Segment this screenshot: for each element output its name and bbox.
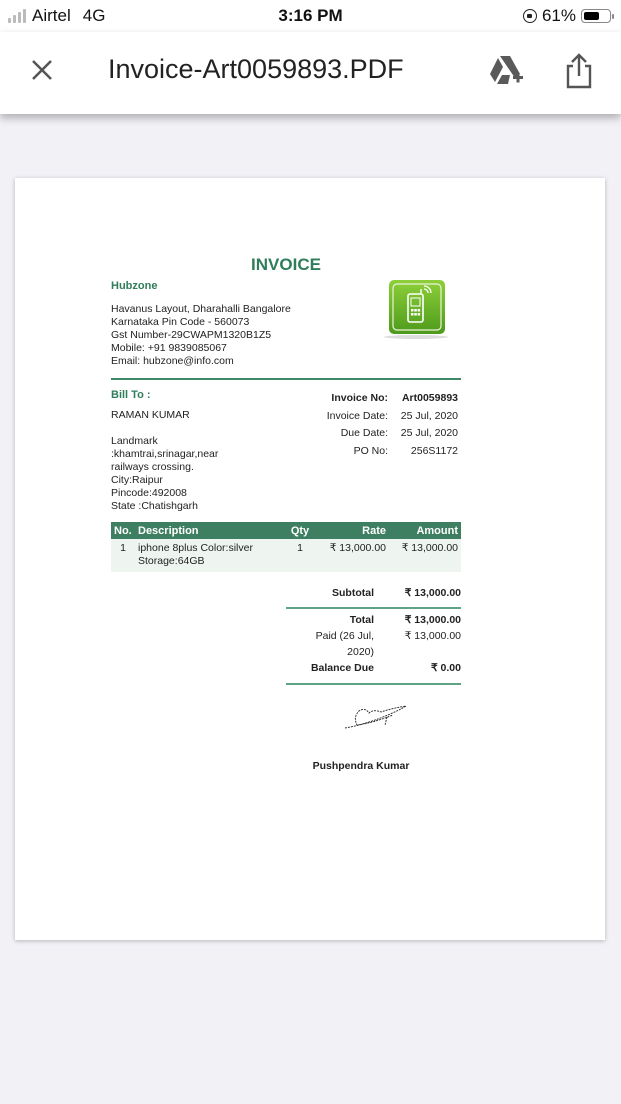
col-qty: Qty — [283, 522, 317, 539]
customer-address-line: :khamtrai,srinagar,near — [111, 448, 219, 460]
po-number: 256S1172 — [410, 444, 458, 457]
customer-address-line: railways crossing. — [111, 461, 194, 473]
total-value: ₹ 13,000.00 — [404, 614, 461, 626]
subtotal-divider — [286, 607, 461, 609]
paid-row — [286, 628, 461, 660]
item-qty: 1 — [283, 539, 317, 572]
company-mobile: Mobile: +91 9839085067 — [111, 342, 227, 354]
company-address — [111, 303, 291, 368]
totals-divider — [286, 683, 461, 685]
network-type: 4G — [82, 6, 106, 25]
item-description — [135, 539, 283, 572]
po-number-row — [278, 445, 458, 463]
subtotal-label: Subtotal — [332, 587, 374, 599]
paid-label-line: Paid (26 Jul, — [315, 630, 374, 642]
customer-address — [111, 435, 218, 513]
drive-add-icon — [488, 54, 524, 88]
share-button[interactable] — [563, 52, 595, 90]
company-address-line: Havanus Layout, Dharahalli Bangalore — [111, 303, 291, 315]
line-items-table — [111, 522, 461, 572]
invoice-number: Art0059893 — [401, 392, 458, 404]
battery-icon — [581, 9, 611, 23]
battery-info — [523, 6, 611, 26]
meta-label: PO No: — [353, 444, 388, 457]
pdf-page — [15, 178, 605, 940]
meta-label: Invoice Date: — [326, 409, 388, 422]
invoice-number-row — [278, 392, 458, 410]
balance-label: Balance Due — [310, 662, 374, 674]
mobile-phone-icon — [383, 280, 449, 340]
document-title: Invoice-Art0059893.PDF — [108, 54, 404, 84]
paid-label — [286, 628, 374, 660]
company-name: Hubzone — [111, 280, 158, 292]
subtotal-row — [286, 585, 461, 601]
meta-label: Due Date: — [340, 427, 388, 439]
company-email: Email: hubzone@info.com — [111, 355, 234, 367]
header-divider — [111, 378, 461, 380]
rotation-lock-icon — [523, 9, 537, 23]
save-to-drive-button[interactable] — [488, 54, 524, 88]
paid-value: ₹ 13,000.00 — [404, 630, 461, 642]
status-bar — [0, 0, 621, 32]
balance-value: ₹ 0.00 — [430, 662, 461, 674]
share-icon — [563, 52, 595, 90]
clock: 3:16 PM — [278, 6, 343, 25]
bill-to-label: Bill To : — [111, 389, 151, 401]
viewer-toolbar — [0, 32, 621, 114]
subtotal-block — [286, 585, 461, 601]
signature-image — [343, 703, 409, 735]
due-date: 25 Jul, 2020 — [400, 427, 458, 439]
invoice-heading: INVOICE — [251, 255, 321, 274]
item-description-line: Storage:64GB — [138, 555, 205, 567]
carrier-name: Airtel — [32, 6, 71, 25]
item-amount: ₹ 13,000.00 — [389, 539, 461, 572]
customer-pincode: Pincode:492008 — [111, 487, 187, 499]
company-gst: Gst Number-29CWAPM1320B1Z5 — [111, 329, 272, 341]
customer-state: State :Chatishgarh — [111, 500, 198, 512]
subtotal-value: ₹ 13,000.00 — [404, 587, 461, 599]
meta-label: Invoice No: — [331, 392, 388, 404]
customer-address-line: Landmark — [111, 435, 158, 447]
customer-name: RAMAN KUMAR — [111, 409, 190, 421]
item-no: 1 — [111, 539, 135, 572]
col-no: No. — [111, 522, 135, 539]
invoice-date-row — [278, 410, 458, 428]
table-row — [111, 539, 461, 572]
company-address-line: Karnataka Pin Code - 560073 — [111, 316, 250, 328]
battery-percent: 61% — [541, 6, 576, 25]
col-rate: Rate — [317, 522, 389, 539]
battery-level — [584, 12, 599, 20]
table-header-row — [111, 522, 461, 539]
invoice-meta — [278, 392, 458, 462]
item-description-line: iphone 8plus Color:silver — [138, 542, 253, 554]
total-label: Total — [349, 614, 374, 626]
col-description: Description — [135, 522, 283, 539]
signatory-name: Pushpendra Kumar — [312, 760, 410, 772]
paid-label-line: 2020) — [347, 646, 374, 658]
invoice-date: 25 Jul, 2020 — [400, 409, 458, 422]
close-icon — [28, 56, 56, 84]
total-row — [286, 612, 461, 628]
item-rate: ₹ 13,000.00 — [317, 539, 389, 572]
due-date-row — [278, 427, 458, 445]
totals-block — [286, 612, 461, 676]
balance-row — [286, 660, 461, 676]
customer-city: City:Raipur — [111, 474, 163, 486]
close-button[interactable] — [28, 56, 56, 84]
col-amount: Amount — [389, 522, 461, 539]
